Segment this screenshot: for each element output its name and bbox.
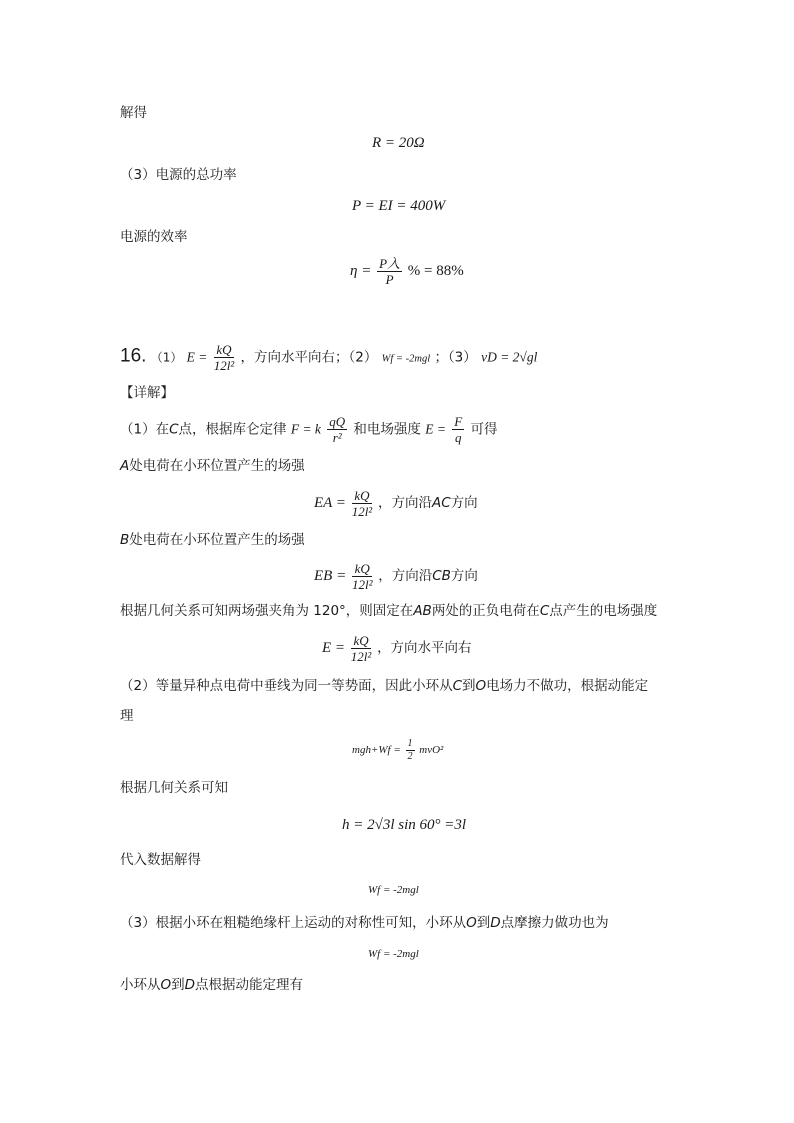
text-seg: C — [539, 603, 550, 619]
coulomb-fraction — [327, 414, 347, 445]
wf-answer: Wf = -2mgl — [381, 353, 431, 365]
text-seg: 方向 — [450, 494, 478, 511]
text-seg: 和电场强度 — [353, 421, 421, 438]
text-seg: AC — [431, 494, 451, 511]
direction — [378, 568, 478, 584]
text-seg: 点根据动能定理有 — [195, 977, 304, 993]
vd-answer: vD = 2√gl — [481, 349, 538, 365]
direction — [378, 495, 478, 511]
equation-ea — [314, 488, 478, 519]
text-seg: （2）等量异种点电荷中垂线为同一等势面，因此小环从 — [120, 678, 453, 694]
e-left: E = — [322, 639, 346, 656]
text-seg: 小环从 — [120, 977, 161, 993]
text-seg: CB — [432, 567, 451, 584]
answer-text: ，方向水平向右；（2） — [240, 349, 378, 366]
frac-num: 1 — [407, 738, 413, 749]
frac-den: 12l² — [213, 358, 235, 373]
frac-den: q — [454, 430, 462, 445]
text-seg: B — [120, 532, 130, 548]
text-seg: D — [184, 977, 196, 993]
field-fraction — [452, 414, 464, 445]
text-seg: ，方向沿 — [378, 567, 433, 584]
frac-num: kQ — [351, 633, 372, 649]
energy-left: mgh+Wf = — [352, 744, 401, 757]
frac-num: kQ — [352, 488, 373, 504]
text-seg: C — [169, 421, 179, 438]
coulomb-f: F = k — [290, 421, 321, 437]
equation-p: P = EI = 400W — [352, 198, 446, 214]
text-seg: （1）在 — [120, 421, 170, 438]
eta-num: P入 — [379, 256, 401, 271]
text-line — [120, 457, 305, 475]
equation-energy — [352, 738, 443, 763]
eta-den: P — [385, 272, 394, 287]
question-16-answer — [120, 342, 537, 373]
frac-den: 12l² — [351, 577, 373, 592]
detail-heading: 【详解】 — [120, 385, 174, 401]
text-line — [120, 914, 609, 932]
frac-den: 12l² — [350, 649, 372, 664]
text-seg: 可得 — [470, 421, 498, 438]
frac-den: 12l² — [351, 504, 373, 519]
part-1-label: （1） — [150, 350, 183, 365]
text-line: 代入数据解得 — [120, 852, 201, 868]
text-seg: O — [466, 915, 477, 931]
energy-right: mvO² — [419, 744, 444, 757]
text-seg: 点摩擦力做功也为 — [500, 915, 609, 931]
text-seg: O — [475, 678, 487, 694]
field-e: E = — [425, 421, 446, 437]
eta-fraction — [377, 256, 402, 287]
text-seg: 点产生的电场强度 — [549, 603, 658, 619]
frac-den: r² — [332, 430, 342, 445]
text-line: 理 — [120, 708, 134, 724]
frac-num: qQ — [329, 414, 346, 429]
text-line: 电源的效率 — [120, 229, 188, 245]
text-seg: 两处的正负电荷在 — [431, 603, 540, 619]
ea-fraction — [352, 488, 373, 519]
text-seg: 电场力不做功，根据动能定 — [486, 678, 649, 694]
text-line: 根据几何关系可知 — [120, 780, 228, 796]
e-fraction — [214, 342, 235, 373]
equation-wf-1: Wf = -2mgl — [368, 884, 419, 896]
text-line: （3）电源的总功率 — [120, 167, 237, 183]
answer-text: ；（3） — [434, 349, 477, 366]
text-line: 解得 — [120, 105, 147, 121]
eta-right: % = 88% — [407, 262, 464, 279]
eta-left: η = — [350, 262, 372, 279]
frac-num: kQ — [352, 561, 373, 577]
frac-num: F — [454, 414, 463, 429]
direction: ，方向水平向右 — [377, 639, 472, 656]
eb-fraction — [352, 561, 373, 592]
equation-eta — [350, 256, 464, 287]
text-seg: 到 — [171, 977, 185, 993]
eb-left: EB = — [314, 567, 347, 584]
text-seg: 方向 — [450, 567, 478, 584]
text-line — [120, 414, 498, 445]
text-seg: 点，根据库仑定律 — [178, 421, 287, 438]
frac-den: 2 — [407, 751, 413, 762]
equation-e — [322, 633, 472, 664]
energy-fraction — [406, 738, 415, 763]
equation-eb — [314, 561, 478, 592]
equation-wf-2: Wf = -2mgl — [368, 948, 419, 960]
text-seg: 到 — [476, 915, 491, 931]
frac-num: kQ — [214, 342, 235, 358]
e-fraction — [351, 633, 372, 664]
equation-r: R = 20Ω — [372, 135, 425, 151]
text-seg: ，方向沿 — [377, 494, 432, 511]
text-seg: （3）根据小环在粗糙绝缘杆上运动的对称性可知，小环从 — [120, 915, 467, 931]
text-line — [120, 602, 657, 620]
text-seg: 根据几何关系可知两场强夹角为 120°，则固定在 — [120, 603, 414, 619]
ea-left: EA = — [314, 494, 346, 511]
text-line — [120, 677, 648, 695]
e-symbol: E = — [186, 349, 208, 365]
question-number: 16. — [120, 345, 147, 367]
text-seg: AB — [413, 603, 432, 619]
text-seg: O — [160, 977, 172, 993]
text-seg: D — [490, 915, 501, 931]
text-seg: 处电荷在小环位置产生的场强 — [129, 532, 305, 548]
text-line — [120, 531, 305, 549]
text-seg: 到 — [462, 678, 476, 694]
text-seg: A — [120, 458, 130, 474]
text-seg: 处电荷在小环位置产生的场强 — [129, 458, 305, 474]
text-seg: C — [452, 678, 463, 694]
equation-h: h = 2√3l sin 60° =3l — [342, 817, 467, 833]
text-line — [120, 976, 303, 994]
